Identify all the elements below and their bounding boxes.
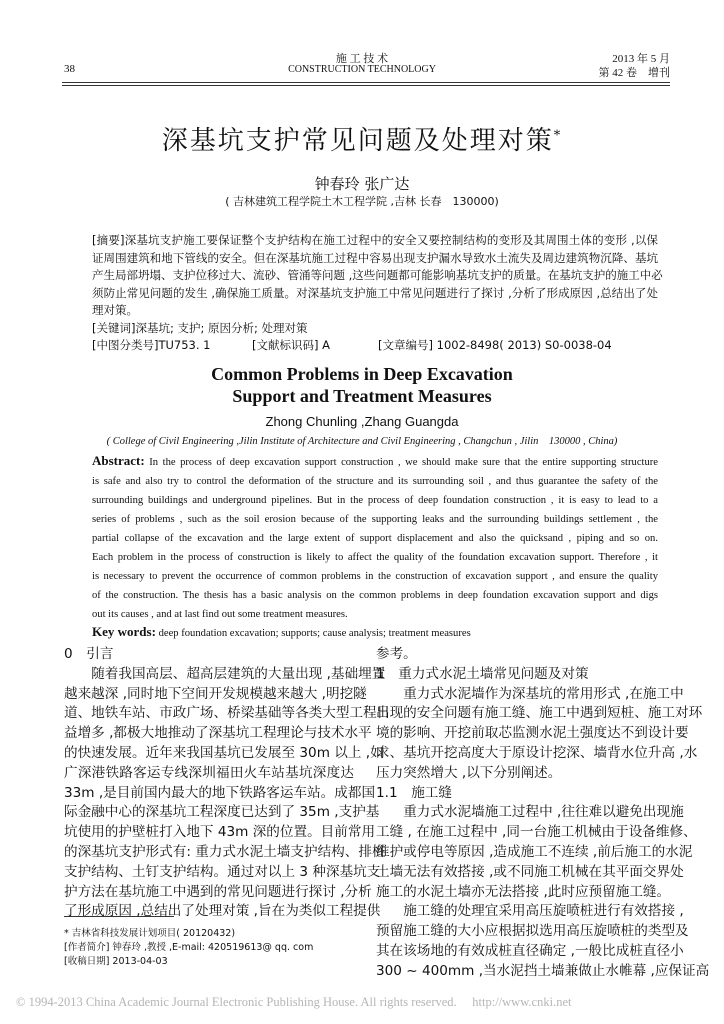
footnote-rule bbox=[64, 916, 174, 917]
abstract-en-line: Each problem in the process of construction is likely to affect the quality of the foundation excavation support. Therefore , it bbox=[92, 552, 658, 563]
header-rule-2 bbox=[62, 85, 670, 86]
title-footnote-mark: * bbox=[553, 128, 563, 144]
body-line: 随着我国高层、超高层建筑的大量出现 ,基础埋置 bbox=[91, 665, 386, 682]
title-en-line-2: Support and Treatment Measures bbox=[232, 386, 492, 406]
abstract-en-label: Abstract: bbox=[92, 453, 145, 468]
issue-volume: 第 42 卷 增刊 bbox=[598, 67, 670, 79]
header-rule bbox=[62, 82, 670, 83]
footnote-received-date: [收稿日期] 2013-04-03 bbox=[64, 956, 168, 967]
abstract-cn-line: 理对策。 bbox=[92, 303, 138, 318]
body-line: 际金融中心的深基坑工程深度已达到了 35m ,支护基 bbox=[64, 804, 380, 821]
affiliation-cn: ( 吉林建筑工程学院土木工程学院 ,吉林 长春 130000) bbox=[225, 195, 499, 208]
body-line: 出现的安全问题有施工缝、施工中遇到短桩、施工对环 bbox=[376, 705, 703, 722]
abstract-en-line: is safe and also try to control the deformation of the structure and its surrounding soil , and thus guarantee the safety of the bbox=[92, 476, 658, 487]
body-line: 工缝 , 在施工过程中 ,同一台施工机械由于设备维修、 bbox=[376, 824, 697, 841]
body-line: 施工的水泥土墙亦无法搭接 ,此时应预留施工缝。 bbox=[376, 883, 671, 900]
body-line: 了形成原因 ,总结出了处理对策 ,旨在为类似工程提供 bbox=[64, 903, 381, 920]
body-line: 越来越深 ,同时地下空间开发规模越来越大 ,明挖隧 bbox=[64, 685, 367, 702]
body-line: 重力式水泥墙施工过程中 ,往往难以避免出现施 bbox=[403, 804, 684, 821]
page-number: 38 bbox=[64, 63, 75, 75]
paper-title bbox=[0, 120, 724, 157]
body-line: 广深港铁路客运专线深圳福田火车站基坑深度达 bbox=[64, 764, 354, 781]
authors-en: Zhong Chunling ,Zhang Guangda bbox=[265, 414, 459, 429]
journal-name-en: CONSTRUCTION TECHNOLOGY bbox=[288, 64, 436, 75]
body-line: 参考。 bbox=[376, 646, 417, 662]
article-number: [文章编号] 1002-8498( 2013) S0-0038-04 bbox=[378, 338, 612, 352]
abstract-cn-line: 证周围建筑和地下管线的安全。但在深基坑施工过程中容易出现支护漏水导致水土流失及周边建筑物沉降、基坑 bbox=[92, 250, 658, 265]
body-line: 土墙无法有效搭接 ,或不同施工机械在其平面交界处 bbox=[376, 863, 684, 880]
body-line: 道、地铁车站、市政广场、桥梁基础等各类大型工程日 bbox=[64, 705, 391, 722]
body-line: 其在该场地的有效成桩直径确定 ,一般比成桩直径小 bbox=[376, 942, 684, 959]
abstract-cn-line: 产生局部坍塌、支护位移过大、流砂、管涌等问题 ,这些问题都可能影响基坑支护的质量。在基坑支护的施工中必 bbox=[92, 268, 663, 283]
abstract-cn-line: [摘要]深基坑支护施工要保证整个支护结构在施工过程中的安全又要控制结构的变形及其周围土体的变形 ,以保 bbox=[92, 233, 658, 247]
keywords-cn: [关键词]深基坑; 支护; 原因分析; 处理对策 bbox=[92, 321, 308, 335]
body-line: 压力突然增大 ,以下分别阐述。 bbox=[376, 764, 562, 781]
body-line: 求、基坑开挖高度大于原设计挖深、墙背水位升高 ,水 bbox=[376, 744, 698, 761]
abstract-en-line: series of problems , such as the soil erosion because of the supporting leaks and the surrounding buildings settlement , the bbox=[92, 514, 658, 525]
body-line: 预留施工缝的大小应根据拟选用高压旋喷桩的类型及 bbox=[376, 923, 689, 940]
footnote-funding: * 吉林省科技发展计划项目( 20120432) bbox=[64, 928, 236, 939]
title-en-line-1: Common Problems in Deep Excavation bbox=[211, 364, 513, 384]
abstract-en-line: partial collapse of the excavation and the large extent of support displacement and also the quicksand , piping and so on. bbox=[92, 533, 658, 544]
body-line: 维护或停电等原因 ,造成施工不连续 ,前后施工的水泥 bbox=[376, 843, 693, 860]
footnotes bbox=[64, 927, 313, 969]
left-column bbox=[64, 645, 391, 922]
clc-number: [中图分类号]TU753. 1 bbox=[92, 338, 211, 352]
section-heading-1-1: 1.1 施工缝 bbox=[376, 784, 452, 801]
document-code: [文献标识码] A bbox=[252, 338, 330, 352]
body-line: 重力式水泥墙作为深基坑的常用形式 ,在施工中 bbox=[403, 685, 684, 702]
body-line: 坑使用的护壁桩打入地下 43m 深的位置。目前常用 bbox=[64, 824, 376, 841]
abstract-en-line: of the construction. The thesis has a basic analysis on the common problems in deep foundation excavation support and digs bbox=[92, 590, 658, 601]
keywords-en-text: deep foundation excavation; supports; cause analysis; treatment measures bbox=[158, 628, 471, 639]
abstract-en-text: In the process of deep excavation support construction , we should make sure that the entire supporting structure bbox=[149, 457, 658, 468]
body-line: 支护结构、土钉支护结构。通过对以上 3 种深基坑支 bbox=[64, 863, 381, 880]
body-line: 300 ~ 400mm ,当水泥挡土墙兼做止水帷幕 ,应保证高 bbox=[376, 962, 710, 979]
abstract-en-line: surrounding buildings and underground pipelines. But in the process of deep foundation construction , it is easy to lead to a bbox=[92, 495, 658, 506]
right-column bbox=[376, 645, 710, 982]
authors-cn: 钟春玲 张广达 bbox=[314, 175, 410, 193]
abstract-en-line: is necessary to prevent the occurrence of common problems in the construction of excavation support , and ensure the quality bbox=[92, 571, 658, 582]
keywords-en-label: Key words: bbox=[92, 624, 156, 639]
paper-title-text: 深基坑支护常见问题及处理对策 bbox=[161, 126, 554, 156]
section-heading-intro: 0 引言 bbox=[64, 646, 114, 662]
body-line: 的深基坑支护形式有: 重力式水泥土墙支护结构、排桩 bbox=[64, 843, 386, 860]
body-line: 益增多 ,都极大地推动了深基坑工程理论与技术水平 bbox=[64, 725, 372, 742]
body-line: 33m ,是目前国内最大的地下铁路客运车站。成都国 bbox=[64, 784, 376, 801]
footnote-author-info: [作者简介] 钟春玲 ,教授 ,E-mail: 420519613@ qq. com bbox=[64, 942, 314, 953]
section-heading-1: 1 重力式水泥土墙常见问题及对策 bbox=[376, 665, 589, 682]
journal-name-cn: 施 工 技 术 bbox=[335, 53, 389, 65]
abstract-cn-line: 须防止常见问题的发生 ,确保施工质量。对深基坑支护施工中常见问题进行了探讨 ,分析了形成原因 ,总结出了处 bbox=[92, 285, 658, 300]
body-line: 施工缝的处理宜采用高压旋喷桩进行有效搭接 , bbox=[403, 903, 684, 920]
issue-date: 2013 年 5 月 bbox=[612, 53, 670, 65]
affiliation-en: ( College of Civil Engineering ,Jilin Institute of Architecture and Civil Engineering , Changchun , Jilin 130000 , China) bbox=[106, 436, 618, 447]
abstract-cn bbox=[92, 232, 663, 320]
body-line: 护方法在基坑施工中遇到的常见问题进行探讨 ,分析 bbox=[64, 883, 372, 900]
abstract-en bbox=[92, 451, 658, 624]
abstract-en-line: out its causes , and at last find out some treatment measures. bbox=[92, 609, 348, 620]
keywords-en bbox=[92, 622, 658, 643]
copyright-footer: © 1994-2013 China Academic Journal Electronic Publishing House. All rights reserved. http://www.cnki.net bbox=[16, 995, 572, 1009]
body-line: 境的影响、开挖前取芯监测水泥土强度达不到设计要 bbox=[376, 725, 689, 742]
classification-line bbox=[92, 337, 658, 355]
abstract-en-line bbox=[92, 451, 658, 472]
body-line: 的快速发展。近年来我国基坑已发展至 30m 以上 ,如 bbox=[64, 744, 384, 761]
